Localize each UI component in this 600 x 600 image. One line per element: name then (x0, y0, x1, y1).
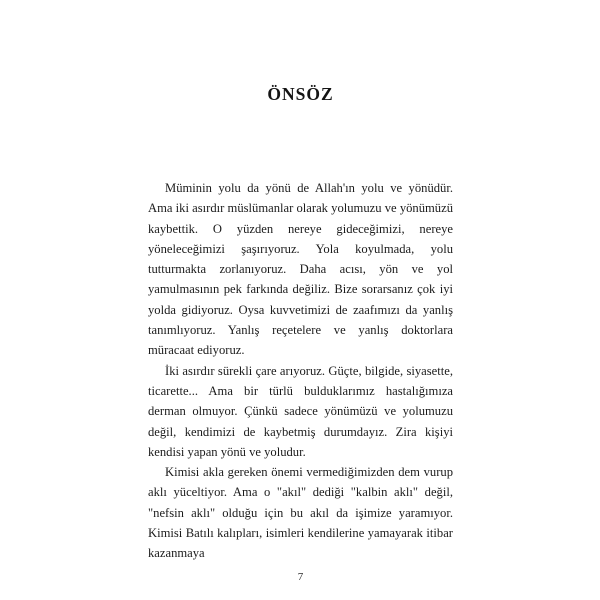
paragraph: Müminin yolu da yönü de Allah'ın yolu ve yönüdür. Ama iki asırdır müslümanlar olarak yolumuzu ve yönümüzü kaybettik. O yüzden nereye gideceğimizi, nereye yöneleceğimizi şaşırıyoruz. Yola koyulmada, yolu tutturmakta zorlanıyoruz. Daha acısı, yön ve yol yamulmasının pek farkında değiliz. Bize sorarsanız çok iyi yolda gidiyoruz. Oysa kuvvetimizi de zaafımızı da yanlış tanımlıyoruz. Yanlış reçetelere ve yanlış doktorlara müracaat ediyoruz. (148, 181, 453, 358)
body-text (148, 178, 453, 564)
paragraph: Kimisi akla gereken önemi vermediğimizden dem vurup aklı yüceltiyor. Ama o "akıl" dediği "kalbin aklı" değil, "nefsin aklı" olduğu için bu akıl da işimize yaramıyor. Kimisi Batılı kalıpları, isimleri kendilerine yamayarak itibar kazanmaya (148, 465, 453, 561)
page-number: 7 (297, 571, 304, 583)
page-title: ÖNSÖZ (267, 84, 334, 104)
paragraph: İki asırdır sürekli çare arıyoruz. Güçte, bilgide, siyasette, ticarette... Ama bir türlü bulduklarımız hastalığımıza derman olmuyor. Çünkü sadece yönümüzü ve yolumuzu değil, kendimizi de kaybetmiş durumdayız. Zira kişiyi kendisi yapan yönü ve yoludur. (148, 363, 453, 459)
